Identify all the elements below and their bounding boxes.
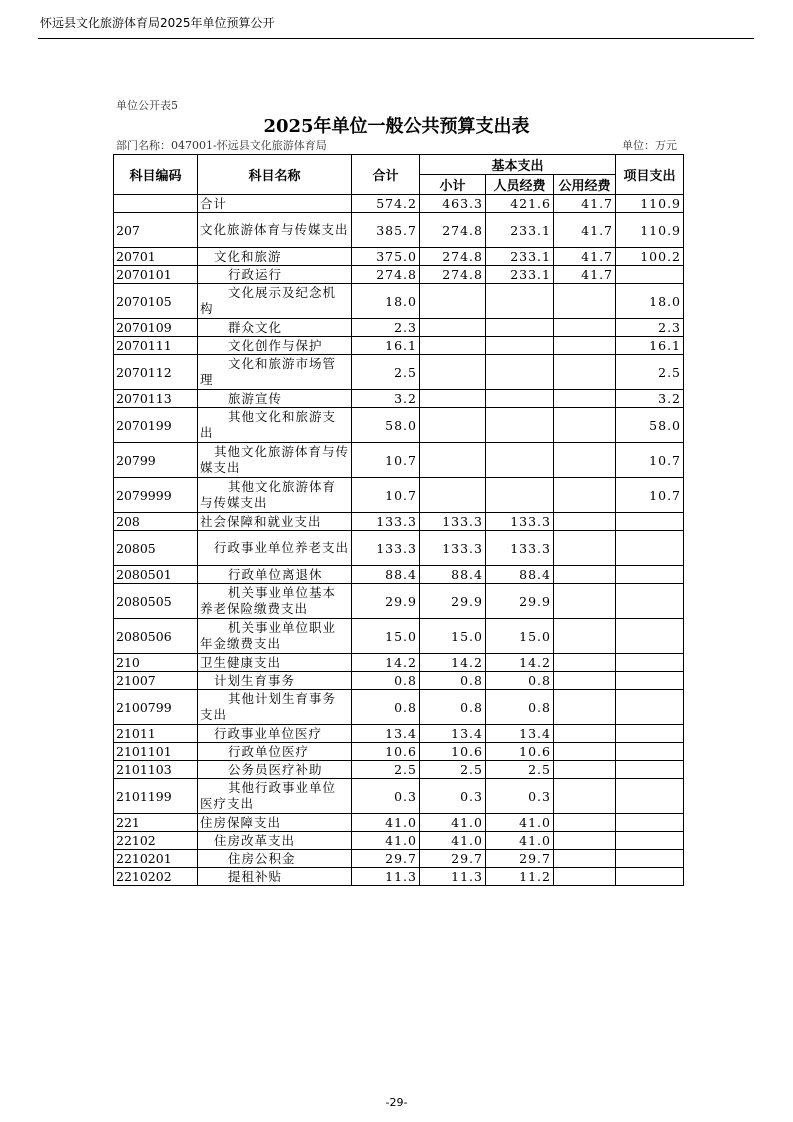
row-personnel: 233.1 [486, 248, 554, 266]
row-personnel: 133.3 [486, 513, 554, 531]
row-personnel: 11.2 [486, 868, 554, 886]
row-subtotal [420, 478, 486, 513]
row-code: 2070112 [114, 355, 198, 390]
col-header-total: 合计 [352, 155, 420, 195]
row-public [554, 779, 616, 814]
row-total: 0.3 [352, 779, 420, 814]
row-name: 其他计划生育事务支出 [198, 690, 352, 725]
table-row [114, 319, 684, 337]
row-code: 2070199 [114, 408, 198, 443]
table-row [114, 478, 684, 513]
row-public [554, 513, 616, 531]
row-code: 2070113 [114, 390, 198, 408]
row-project: 3.2 [616, 390, 684, 408]
table-row [114, 619, 684, 654]
row-code: 2100799 [114, 690, 198, 725]
row-public [554, 672, 616, 690]
row-code: 2070109 [114, 319, 198, 337]
row-public [554, 319, 616, 337]
row-total: 3.2 [352, 390, 420, 408]
row-total: 2.3 [352, 319, 420, 337]
row-total: 133.3 [352, 531, 420, 566]
row-personnel: 13.4 [486, 725, 554, 743]
row-name: 文化创作与保护 [198, 337, 352, 355]
table-row [114, 868, 684, 886]
table-row [114, 337, 684, 355]
row-name: 文化旅游体育与传媒支出 [198, 213, 352, 248]
row-total: 10.7 [352, 478, 420, 513]
row-name: 公务员医疗补助 [198, 761, 352, 779]
table-row [114, 531, 684, 566]
row-project [616, 531, 684, 566]
row-total: 29.7 [352, 850, 420, 868]
row-name: 其他文化旅游体育与传媒支出 [198, 443, 352, 478]
row-code [114, 195, 198, 213]
row-name: 住房改革支出 [198, 832, 352, 850]
row-name: 行政事业单位养老支出 [198, 531, 352, 566]
row-personnel: 233.1 [486, 266, 554, 284]
row-public: 41.7 [554, 213, 616, 248]
table-row [114, 408, 684, 443]
row-code: 21007 [114, 672, 198, 690]
row-subtotal [420, 284, 486, 319]
row-code: 2080501 [114, 566, 198, 584]
row-subtotal: 15.0 [420, 619, 486, 654]
row-code: 221 [114, 814, 198, 832]
row-subtotal: 2.5 [420, 761, 486, 779]
row-subtotal: 29.9 [420, 584, 486, 619]
row-public [554, 284, 616, 319]
row-name: 行政事业单位医疗 [198, 725, 352, 743]
row-subtotal: 41.0 [420, 814, 486, 832]
row-subtotal [420, 390, 486, 408]
row-code: 2080505 [114, 584, 198, 619]
row-public: 41.7 [554, 195, 616, 213]
row-subtotal: 0.8 [420, 672, 486, 690]
row-subtotal: 133.3 [420, 513, 486, 531]
row-public [554, 355, 616, 390]
row-personnel: 29.7 [486, 850, 554, 868]
row-public [554, 566, 616, 584]
row-personnel [486, 408, 554, 443]
document-header-title: 怀远县文化旅游体育局2025年单位预算公开 [40, 16, 275, 30]
row-project [616, 266, 684, 284]
row-subtotal [420, 408, 486, 443]
row-project [616, 619, 684, 654]
row-total: 16.1 [352, 337, 420, 355]
row-name: 机关事业单位职业年金缴费支出 [198, 619, 352, 654]
row-public [554, 654, 616, 672]
row-name: 其他行政事业单位医疗支出 [198, 779, 352, 814]
row-subtotal: 29.7 [420, 850, 486, 868]
row-project [616, 513, 684, 531]
row-public [554, 478, 616, 513]
col-header-personnel: 人员经费 [486, 175, 554, 195]
table-row [114, 654, 684, 672]
row-project [616, 832, 684, 850]
row-total: 10.7 [352, 443, 420, 478]
row-subtotal [420, 355, 486, 390]
row-total: 0.8 [352, 672, 420, 690]
row-subtotal: 13.4 [420, 725, 486, 743]
row-public [554, 443, 616, 478]
row-project: 110.9 [616, 195, 684, 213]
table-row [114, 814, 684, 832]
row-subtotal: 463.3 [420, 195, 486, 213]
row-project: 110.9 [616, 213, 684, 248]
table-row [114, 195, 684, 213]
row-personnel [486, 478, 554, 513]
row-project: 58.0 [616, 408, 684, 443]
unit-label: 单位：万元 [622, 139, 677, 152]
row-project [616, 868, 684, 886]
row-total: 14.2 [352, 654, 420, 672]
row-code: 2079999 [114, 478, 198, 513]
row-name: 其他文化旅游体育与传媒支出 [198, 478, 352, 513]
row-project [616, 725, 684, 743]
row-personnel: 15.0 [486, 619, 554, 654]
row-public [554, 408, 616, 443]
row-public [554, 832, 616, 850]
row-public [554, 690, 616, 725]
row-code: 208 [114, 513, 198, 531]
table-row [114, 743, 684, 761]
row-name: 住房公积金 [198, 850, 352, 868]
row-project [616, 690, 684, 725]
row-project: 10.7 [616, 443, 684, 478]
row-project [616, 584, 684, 619]
row-name: 行政单位医疗 [198, 743, 352, 761]
row-total: 29.9 [352, 584, 420, 619]
row-project [616, 654, 684, 672]
table-row [114, 672, 684, 690]
row-personnel: 29.9 [486, 584, 554, 619]
row-name: 住房保障支出 [198, 814, 352, 832]
row-project [616, 672, 684, 690]
row-personnel [486, 337, 554, 355]
row-public [554, 584, 616, 619]
row-total: 58.0 [352, 408, 420, 443]
row-subtotal: 10.6 [420, 743, 486, 761]
row-code: 210 [114, 654, 198, 672]
col-header-project: 项目支出 [616, 155, 684, 195]
table-row [114, 779, 684, 814]
row-subtotal [420, 443, 486, 478]
row-total: 133.3 [352, 513, 420, 531]
row-personnel [486, 284, 554, 319]
row-personnel: 41.0 [486, 832, 554, 850]
row-subtotal: 274.8 [420, 266, 486, 284]
row-name: 文化和旅游市场管理 [198, 355, 352, 390]
row-name: 合计 [198, 195, 352, 213]
row-subtotal: 88.4 [420, 566, 486, 584]
page-number: -29- [385, 1096, 408, 1109]
row-public [554, 725, 616, 743]
table-row [114, 284, 684, 319]
row-public [554, 619, 616, 654]
row-total: 13.4 [352, 725, 420, 743]
row-personnel: 421.6 [486, 195, 554, 213]
row-total: 41.0 [352, 814, 420, 832]
row-subtotal: 41.0 [420, 832, 486, 850]
row-subtotal: 133.3 [420, 531, 486, 566]
table-row [114, 566, 684, 584]
row-name: 文化展示及纪念机构 [198, 284, 352, 319]
row-subtotal [420, 319, 486, 337]
table-number: 单位公开表5 [116, 99, 178, 112]
row-total: 2.5 [352, 355, 420, 390]
row-subtotal: 274.8 [420, 213, 486, 248]
col-header-subtotal: 小计 [420, 175, 486, 195]
table-row [114, 761, 684, 779]
row-subtotal: 11.3 [420, 868, 486, 886]
row-project: 2.5 [616, 355, 684, 390]
col-header-basic: 基本支出 [420, 155, 616, 175]
row-project: 10.7 [616, 478, 684, 513]
table-row [114, 390, 684, 408]
row-total: 574.2 [352, 195, 420, 213]
budget-table [113, 154, 684, 886]
row-name: 文化和旅游 [198, 248, 352, 266]
table-row [114, 248, 684, 266]
row-total: 18.0 [352, 284, 420, 319]
row-name: 旅游宣传 [198, 390, 352, 408]
row-public [554, 850, 616, 868]
row-total: 2.5 [352, 761, 420, 779]
row-total: 41.0 [352, 832, 420, 850]
row-code: 20805 [114, 531, 198, 566]
row-personnel [486, 443, 554, 478]
row-code: 20799 [114, 443, 198, 478]
table-row [114, 832, 684, 850]
row-subtotal: 0.3 [420, 779, 486, 814]
row-code: 2101101 [114, 743, 198, 761]
row-total: 11.3 [352, 868, 420, 886]
row-total: 15.0 [352, 619, 420, 654]
table-row [114, 690, 684, 725]
row-code: 2210202 [114, 868, 198, 886]
row-personnel: 0.3 [486, 779, 554, 814]
row-code: 2101199 [114, 779, 198, 814]
row-project [616, 850, 684, 868]
row-project [616, 566, 684, 584]
row-personnel: 2.5 [486, 761, 554, 779]
budget-table-body [114, 195, 684, 886]
row-total: 0.8 [352, 690, 420, 725]
row-name: 卫生健康支出 [198, 654, 352, 672]
row-public: 41.7 [554, 266, 616, 284]
row-subtotal [420, 337, 486, 355]
page-title: 2025年单位一般公共预算支出表 [263, 116, 530, 137]
row-project: 2.3 [616, 319, 684, 337]
row-personnel [486, 319, 554, 337]
row-personnel: 88.4 [486, 566, 554, 584]
table-row [114, 443, 684, 478]
row-project: 100.2 [616, 248, 684, 266]
row-code: 2101103 [114, 761, 198, 779]
row-personnel: 41.0 [486, 814, 554, 832]
row-subtotal: 274.8 [420, 248, 486, 266]
col-header-public: 公用经费 [554, 175, 616, 195]
row-code: 2210201 [114, 850, 198, 868]
row-code: 2070111 [114, 337, 198, 355]
row-public [554, 868, 616, 886]
row-name: 群众文化 [198, 319, 352, 337]
row-code: 207 [114, 213, 198, 248]
row-personnel: 133.3 [486, 531, 554, 566]
row-project [616, 814, 684, 832]
row-personnel: 14.2 [486, 654, 554, 672]
row-name: 社会保障和就业支出 [198, 513, 352, 531]
table-row [114, 355, 684, 390]
row-code: 2070101 [114, 266, 198, 284]
department-name: 部门名称：047001-怀远县文化旅游体育局 [116, 139, 327, 152]
row-code: 2080506 [114, 619, 198, 654]
row-name: 计划生育事务 [198, 672, 352, 690]
row-code: 2070105 [114, 284, 198, 319]
row-public: 41.7 [554, 248, 616, 266]
row-subtotal: 0.8 [420, 690, 486, 725]
row-project [616, 743, 684, 761]
row-total: 10.6 [352, 743, 420, 761]
row-public [554, 390, 616, 408]
table-row [114, 584, 684, 619]
row-public [554, 814, 616, 832]
row-name: 其他文化和旅游支出 [198, 408, 352, 443]
row-public [554, 743, 616, 761]
row-personnel [486, 355, 554, 390]
row-total: 385.7 [352, 213, 420, 248]
row-name: 机关事业单位基本养老保险缴费支出 [198, 584, 352, 619]
row-project [616, 779, 684, 814]
col-header-name: 科目名称 [198, 155, 352, 195]
table-row [114, 266, 684, 284]
row-project [616, 761, 684, 779]
row-name: 提租补贴 [198, 868, 352, 886]
row-personnel: 0.8 [486, 690, 554, 725]
row-total: 375.0 [352, 248, 420, 266]
row-name: 行政运行 [198, 266, 352, 284]
table-row [114, 725, 684, 743]
row-personnel: 10.6 [486, 743, 554, 761]
row-name: 行政单位离退休 [198, 566, 352, 584]
row-public [554, 761, 616, 779]
row-code: 20701 [114, 248, 198, 266]
row-personnel [486, 390, 554, 408]
row-project: 18.0 [616, 284, 684, 319]
row-subtotal: 14.2 [420, 654, 486, 672]
row-code: 21011 [114, 725, 198, 743]
table-row [114, 213, 684, 248]
row-code: 22102 [114, 832, 198, 850]
row-project: 16.1 [616, 337, 684, 355]
row-public [554, 531, 616, 566]
table-row [114, 850, 684, 868]
row-public [554, 337, 616, 355]
row-personnel: 233.1 [486, 213, 554, 248]
row-personnel: 0.8 [486, 672, 554, 690]
col-header-code: 科目编码 [114, 155, 198, 195]
table-row [114, 513, 684, 531]
header-divider [38, 38, 754, 39]
row-total: 274.8 [352, 266, 420, 284]
row-total: 88.4 [352, 566, 420, 584]
